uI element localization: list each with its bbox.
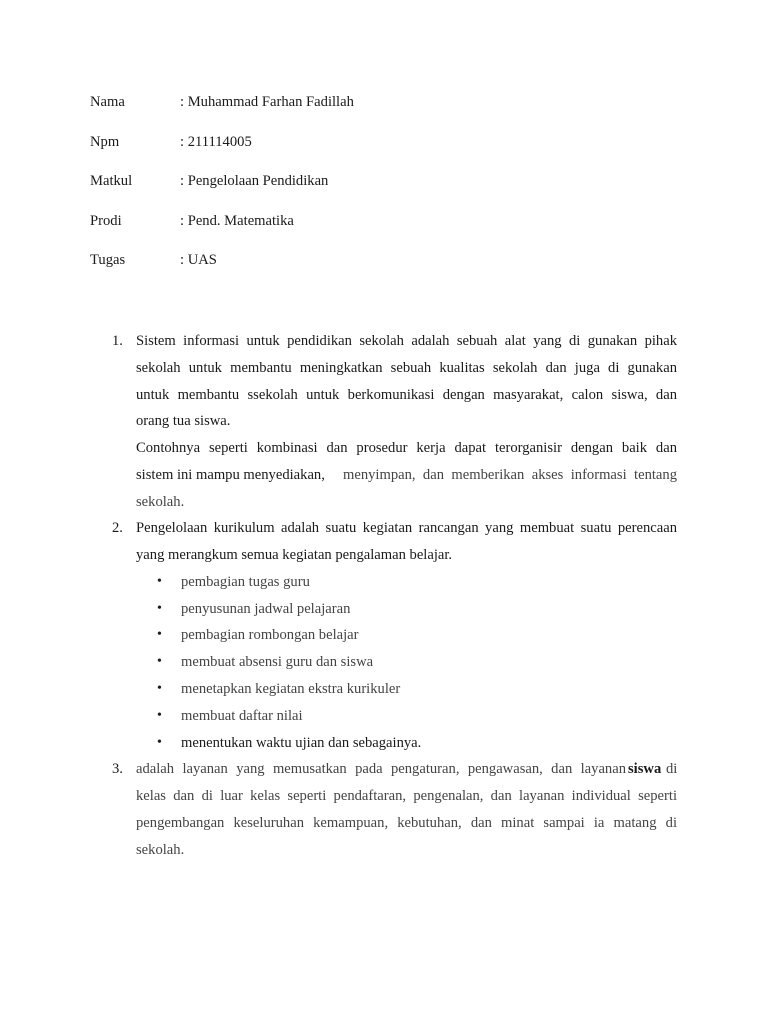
header-row-prodi xyxy=(90,210,354,250)
bullet-icon: • xyxy=(157,601,162,616)
bullet-item: menentukan waktu ujian dan sebagainya. xyxy=(181,735,422,751)
paragraph-line: yang merangkum semua kegiatan pengalaman belajar. xyxy=(136,547,453,563)
header-label: Tugas xyxy=(90,252,126,269)
bullet-icon: • xyxy=(157,708,162,723)
header-label: Npm xyxy=(90,133,120,150)
bullet-icon: • xyxy=(157,735,162,750)
paragraph-line: Pengelolaan kurikulum adalah suatu kegiatan rancangan yang membuat suatu perencaan xyxy=(136,520,677,536)
header-label: Nama xyxy=(90,94,125,110)
bold-term: siswa xyxy=(628,761,662,777)
bullet-item: menetapkan kegiatan ekstra kurikuler xyxy=(181,681,401,697)
header-value: : 211114005 xyxy=(180,133,252,150)
header-label: Matkul xyxy=(90,173,133,190)
header-row-matkul xyxy=(90,170,354,210)
bullet-item: membuat daftar nilai xyxy=(181,708,303,724)
paragraph-line-muted: sekolah. xyxy=(136,842,185,858)
paragraph-line: Contohnya seperti kombinasi dan prosedur kerja dapat terorganisir dengan baik dan xyxy=(136,440,677,456)
header-value: : Pend. Matematika xyxy=(180,212,294,229)
bullet-item: membuat absensi guru dan siswa xyxy=(181,654,374,670)
header-row-nama xyxy=(90,91,354,131)
bullet-icon: • xyxy=(157,681,162,696)
paragraph-line-muted: menyimpan, dan memberikan akses informasi tentang xyxy=(343,467,677,483)
header-label: Prodi xyxy=(90,212,122,229)
header-row-tugas xyxy=(90,249,354,289)
paragraph-line-muted: adalah layanan yang memusatkan pada pengaturan, pengawasan, dan layanan xyxy=(136,761,626,777)
bullet-icon: • xyxy=(157,654,162,669)
paragraph-line: orang tua siswa. xyxy=(136,413,231,429)
header-value: : UAS xyxy=(180,252,217,269)
header-row-npm xyxy=(90,131,354,171)
bullet-item: penyusunan jadwal pelajaran xyxy=(181,601,351,617)
paragraph-line-muted: kelas dan di luar kelas seperti pendaftaran, pengenalan, dan layanan individual seperti xyxy=(136,788,677,804)
list-number: 2. xyxy=(112,520,123,536)
identity-header xyxy=(90,91,354,289)
paragraph-line: Sistem informasi untuk pendidikan sekolah adalah sebuah alat yang di gunakan pihak xyxy=(136,333,677,349)
list-number: 1. xyxy=(112,333,123,349)
list-number: 3. xyxy=(112,761,123,777)
bullet-icon: • xyxy=(157,627,162,642)
paragraph-line: sistem ini mampu menyediakan, xyxy=(136,467,325,483)
paragraph-line-muted: di xyxy=(666,761,678,777)
paragraph-line-muted: pengembangan keseluruhan kemampuan, kebutuhan, dan minat sampai ia matang di xyxy=(136,815,677,831)
paragraph-line: sekolah untuk membantu meningkatkan sebuah kualitas sekolah dan juga di gunakan xyxy=(136,360,677,376)
paragraph-line-muted: sekolah. xyxy=(136,494,185,510)
paragraph-line: untuk membantu ssekolah untuk berkomunikasi dengan masyarakat, calon siswa, dan xyxy=(136,387,677,403)
header-value: : Pengelolaan Pendidikan xyxy=(180,173,329,190)
bullet-item: pembagian rombongan belajar xyxy=(181,627,359,643)
header-value: : Muhammad Farhan Fadillah xyxy=(180,94,354,110)
bullet-icon: • xyxy=(157,574,162,589)
bullet-item: pembagian tugas guru xyxy=(181,574,310,590)
